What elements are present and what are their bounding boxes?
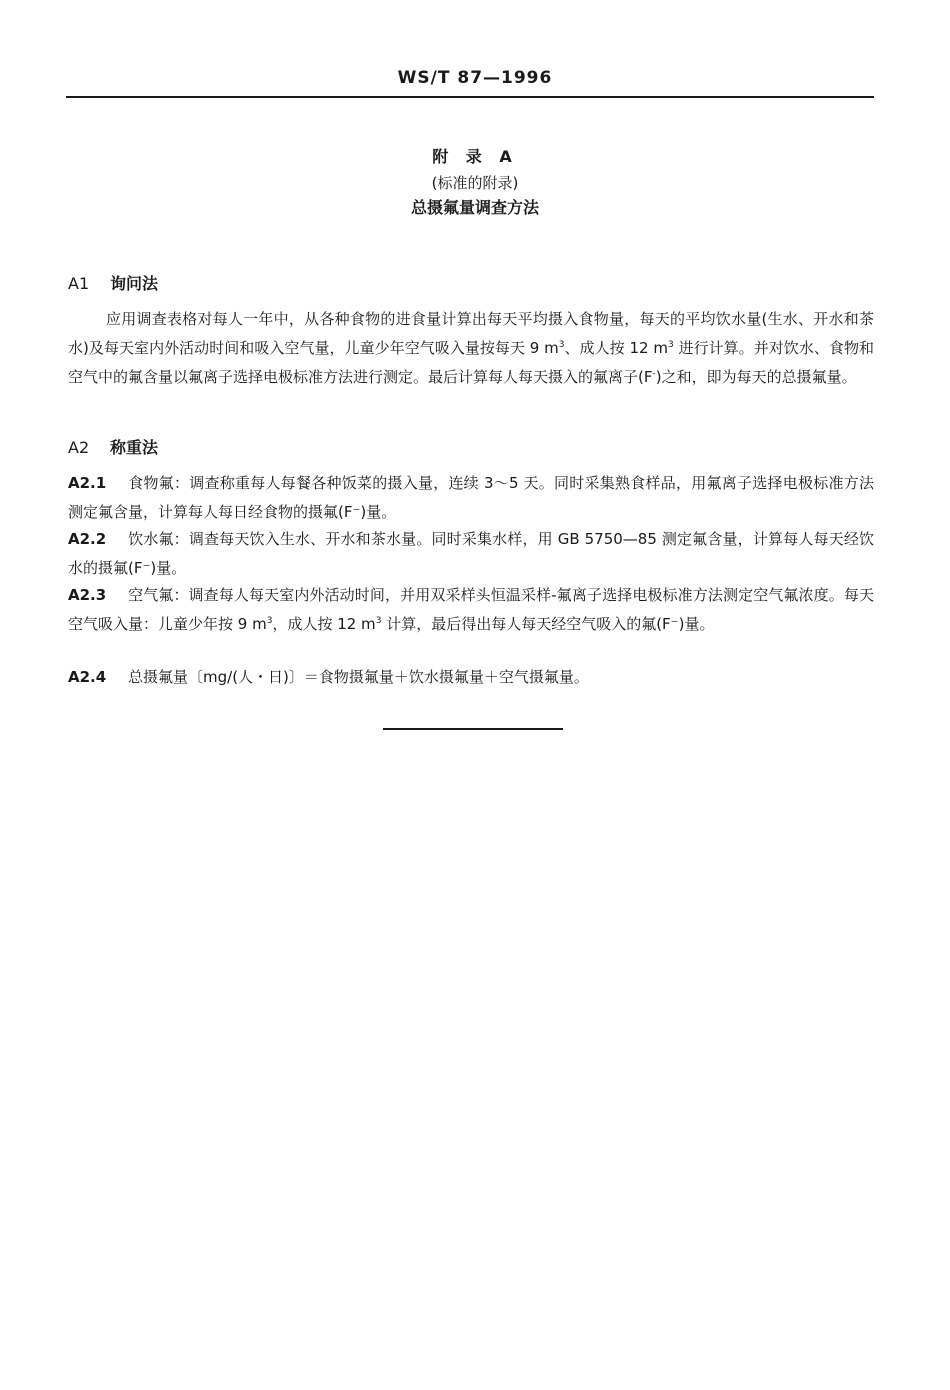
end-divider (383, 728, 563, 730)
section-a2-number: A2 (68, 438, 90, 457)
clause-a2-2-number: A2.2 (68, 530, 107, 548)
clause-a2-3 (68, 581, 874, 639)
clause-a2-1 (68, 469, 874, 527)
clause-a2-2-text: 饮水氟：调查每天饮入生水、开水和茶水量。同时采集水样，用 GB 5750—85 测定氟含量，计算每人每天经饮水的摄氟(F⁻)量。 (68, 530, 874, 577)
standard-code: WS/T 87—1996 (397, 68, 553, 88)
appendix-label: 附 录 A (432, 147, 518, 166)
section-a2-heading (68, 437, 158, 459)
clause-a2-4 (68, 663, 874, 692)
header-divider (66, 96, 874, 98)
clause-a2-1-text: 食物氟：调查称重每人每餐各种饭菜的摄入量，连续 3～5 天。同时采集熟食样品，用氟离子选择电极标准方法测定氟含量，计算每人每日经食物的摄氟(F⁻)量。 (68, 474, 874, 521)
clause-a2-3-number: A2.3 (68, 586, 107, 604)
section-a1-heading (68, 273, 158, 295)
section-a2-title: 称重法 (110, 438, 159, 457)
appendix-title-block (0, 146, 950, 219)
clause-a2-1-number: A2.1 (68, 474, 107, 492)
a1-text-1: 应用调查表格对每人一年中，从各种食物的进食量计算出每天平均摄入食物量，每天的平均饮水量(生水、开水和茶水)及每天室内外活动时间和吸入空气量，儿童少年空气吸入量按每天 9 m (68, 310, 874, 357)
a1-sup-2: 3 (668, 340, 674, 350)
clause-a2-2 (68, 525, 874, 583)
section-a1-paragraph (68, 305, 874, 392)
clause-a2-3-text-1: 空气氟：调查每人每天室内外活动时间，并用双采样头恒温采样-氟离子选择电极标准方法测定空气氟浓度。每天空气吸入量：儿童少年按 9 m (68, 586, 874, 633)
appendix-type: (标准的附录) (431, 174, 519, 192)
section-a1-number: A1 (68, 274, 90, 293)
a1-sup-3: - (652, 369, 656, 379)
clause-a2-3-sup-2: 3 (375, 616, 382, 626)
clause-a2-3-text-2: ，成人按 12 m (272, 615, 376, 633)
a1-text-2: 、成人按 12 m (564, 339, 668, 357)
a1-sup-1: 3 (558, 340, 565, 350)
clause-a2-3-sup-1: 3 (266, 616, 273, 626)
clause-a2-4-number: A2.4 (68, 668, 107, 686)
a1-text-4: )之和，即为每天的总摄氟量。 (655, 368, 857, 386)
appendix-title: 总摄氟量调查方法 (410, 198, 539, 217)
a1-text-3: 进行计算。并对饮水、食物和空气中的氟含量以氟离子选择电极标准方法进行测定。最后计算每人每天摄入的氟离子(F (68, 339, 874, 386)
section-a1-title: 询问法 (110, 274, 159, 293)
clause-a2-4-text: 总摄氟量〔mg/(人・日)〕＝食物摄氟量＋饮水摄氟量＋空气摄氟量。 (128, 668, 589, 686)
clause-a2-3-text-3: 计算，最后得出每人每天经空气吸入的氟(F⁻)量。 (381, 615, 715, 633)
